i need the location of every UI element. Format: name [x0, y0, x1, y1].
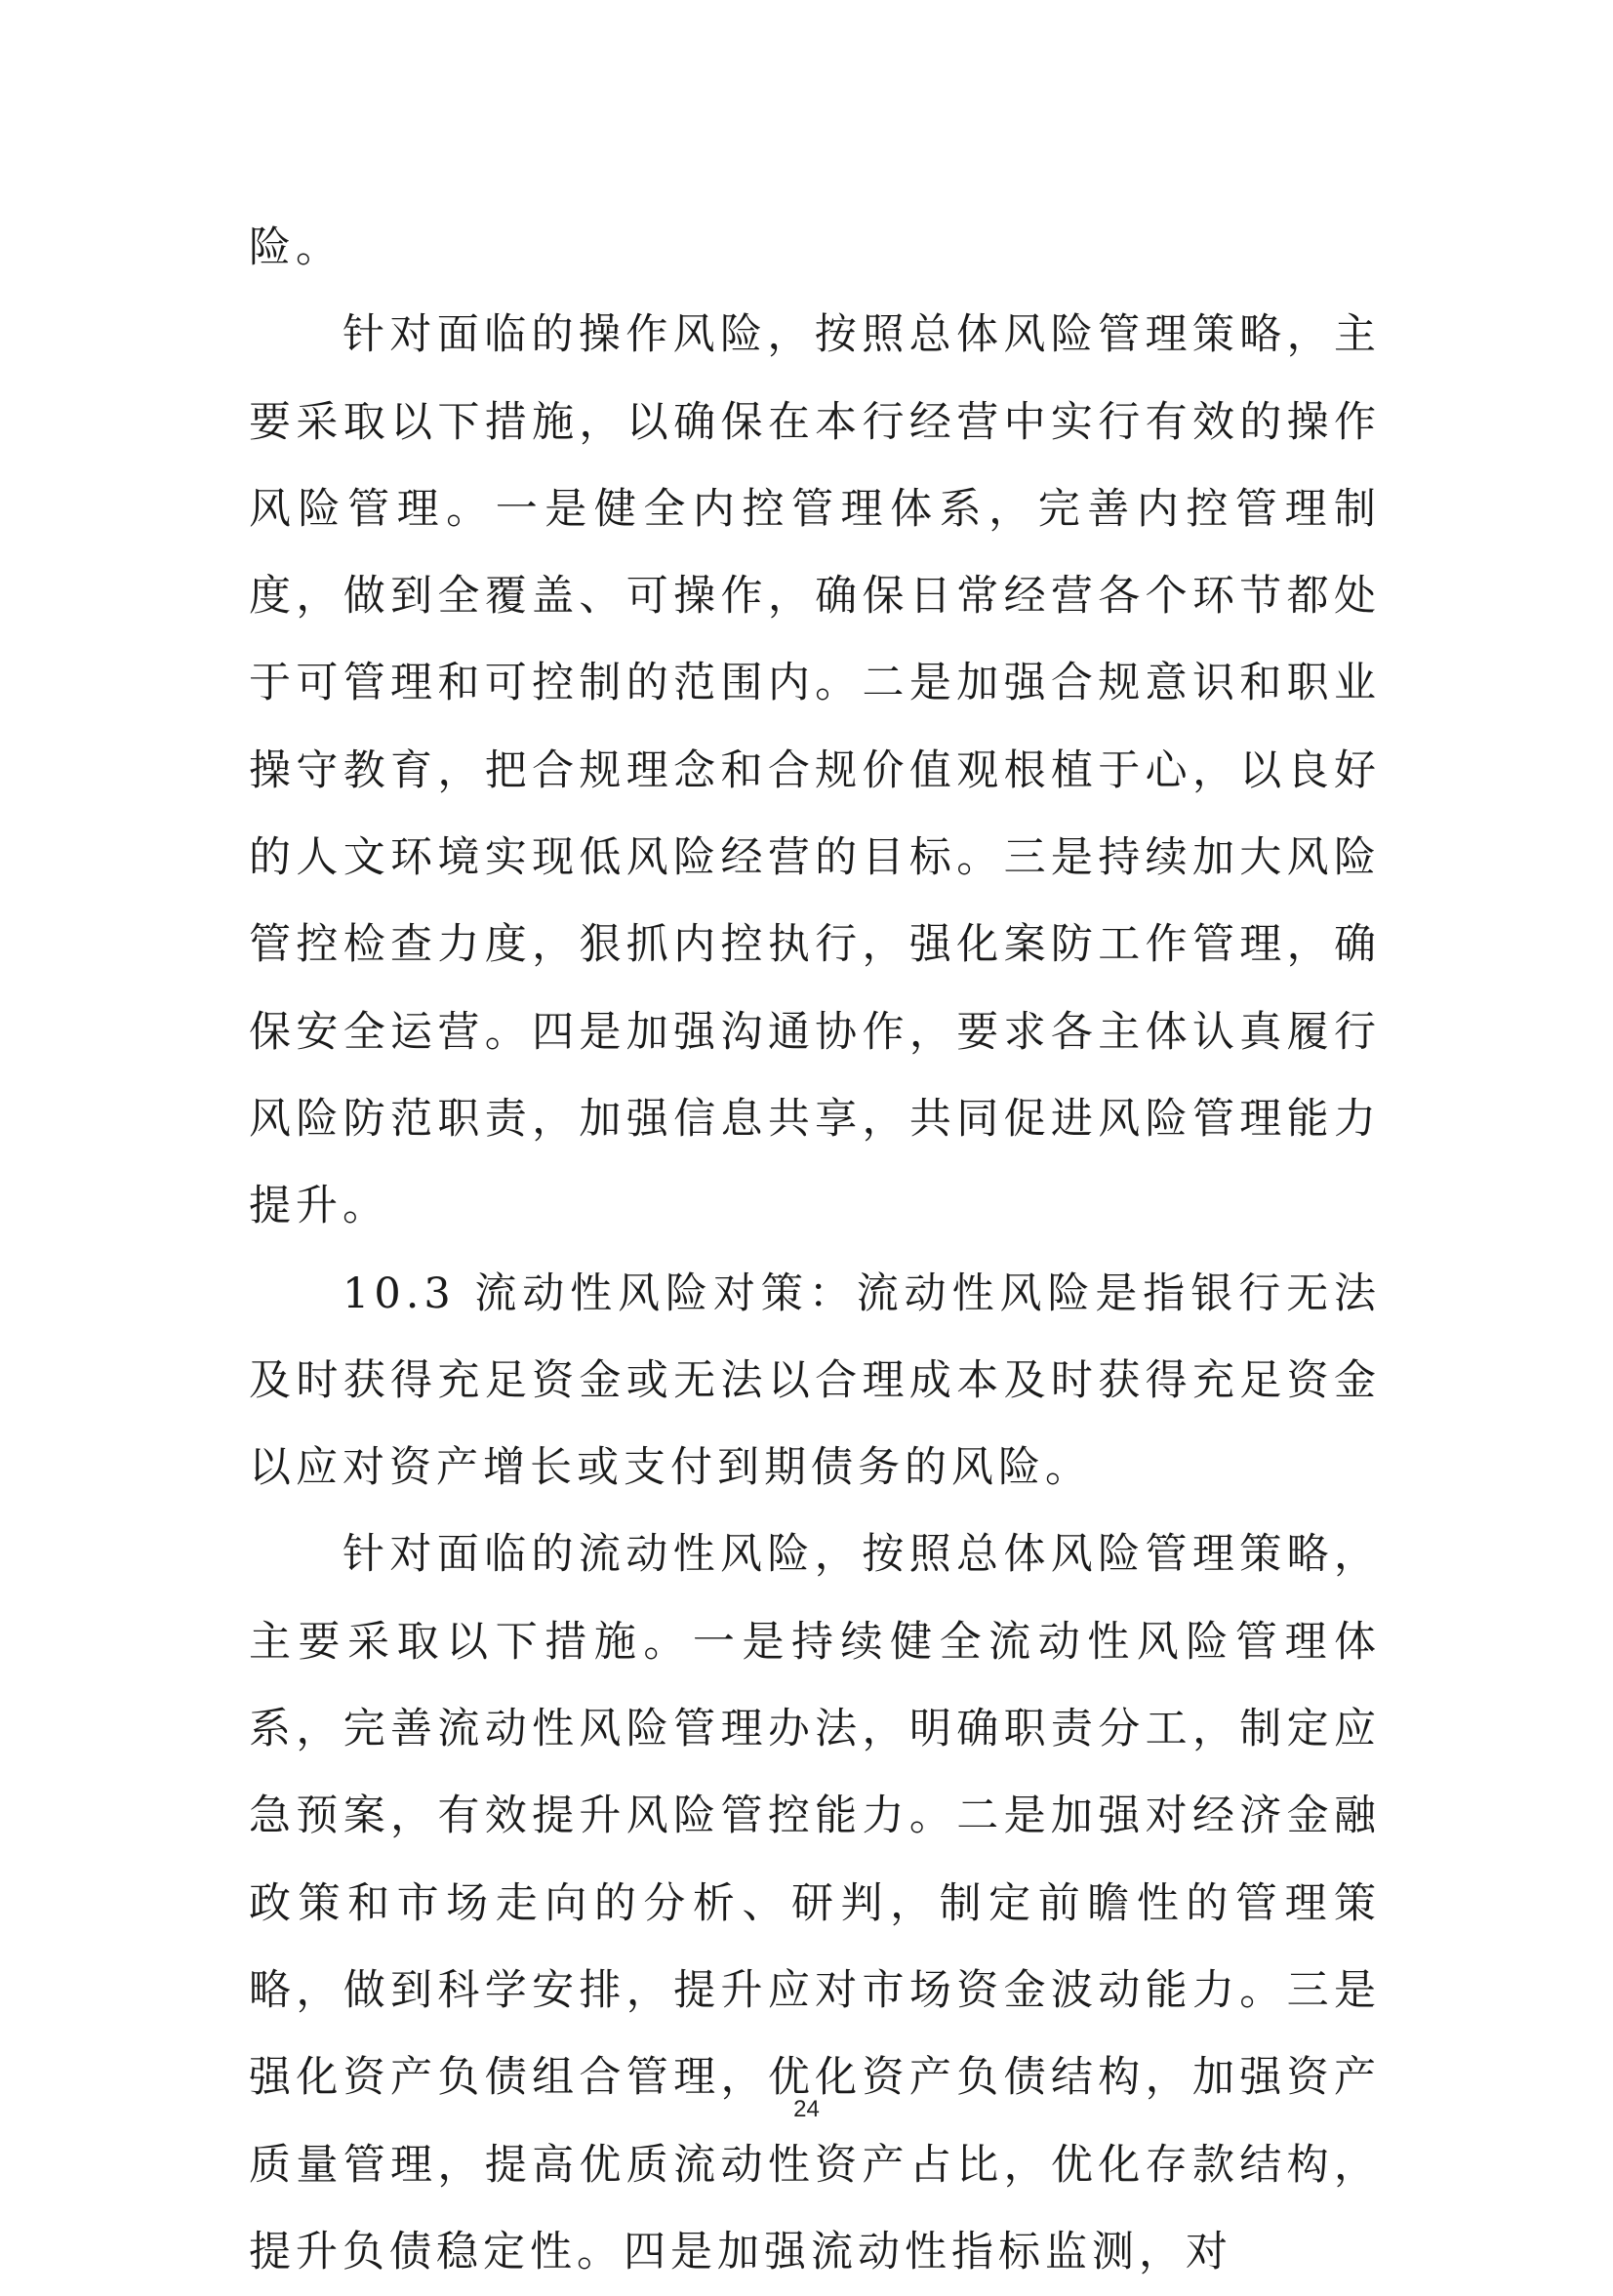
paragraph-continuation: 险。: [249, 223, 343, 272]
paragraph-liquidity-risk-measures: 针对面临的流动性风险，按照总体风险管理策略，主要采取以下措施。一是持续健全流动性风险管理体系，完善流动性风险管理办法，明确职责分工，制定应急预案，有效提升风险管控能力。二是加强对经济金融政策和市场走向的分析、研判，制定前瞻性的管理策略，做到科学安排，提升应对市场资金波动能力。三是强化资产负债组合管理，优化资产负债结构，加强资产质量管理，提高优质流动性资产占比，优化存款结构，提升负债稳定性。四是加强流动性指标监测，对: [249, 1530, 1381, 2276]
body-text: [249, 205, 1381, 2296]
page-number: 24: [793, 2096, 820, 2122]
paragraph-operational-risk-measures: 针对面临的操作风险，按照总体风险管理策略，主要采取以下措施，以确保在本行经营中实行有效的操作风险管理。一是健全内控管理体系，完善内控管理制度，做到全覆盖、可操作，确保日常经营各个环节都处于可管理和可控制的范围内。二是加强合规意识和职业操守教育，把合规理念和合规价值观根植于心，以良好的人文环境实现低风险经营的目标。三是持续加大风险管控检查力度，狠抓内控执行，强化案防工作管理，确保安全运营。四是加强沟通协作，要求各主体认真履行风险防范职责，加强信息共享，共同促进风险管理能力提升。: [249, 310, 1381, 1231]
paragraph-liquidity-risk-definition: 10.3 流动性风险对策：流动性风险是指银行无法及时获得充足资金或无法以合理成本及时获得充足资金以应对资产增长或支付到期债务的风险。: [249, 1269, 1381, 1493]
